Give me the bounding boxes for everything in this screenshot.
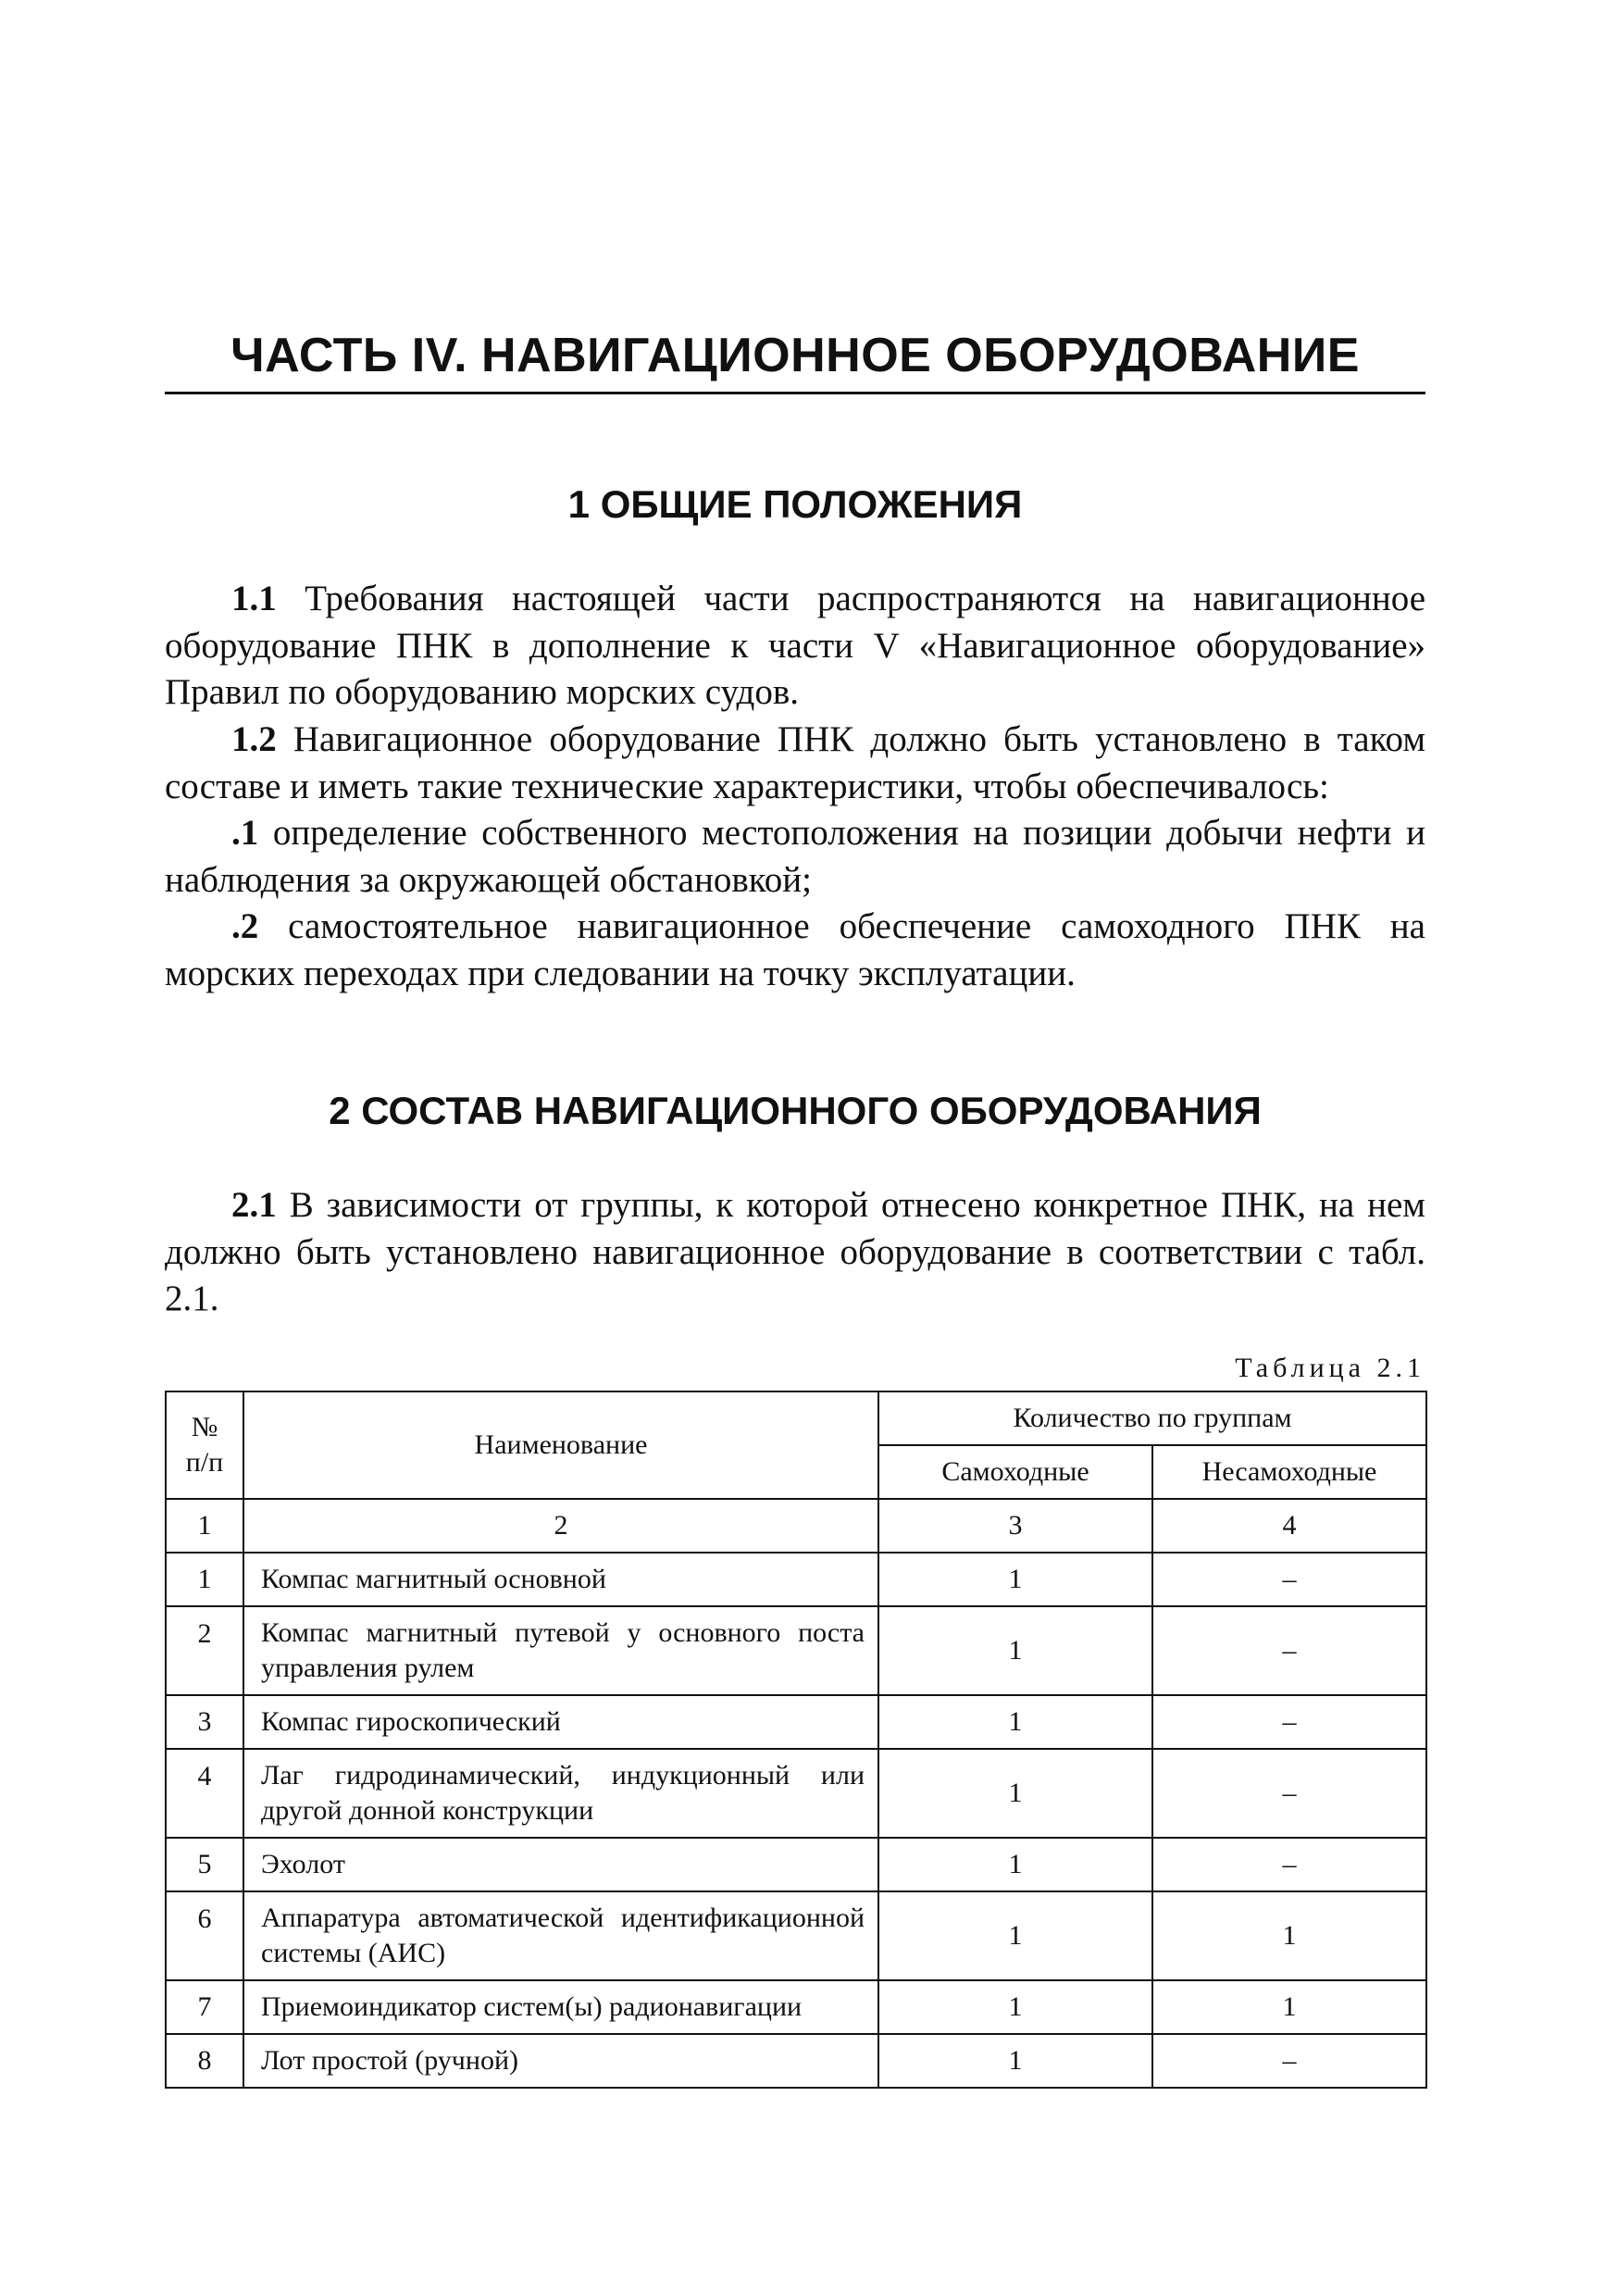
self-propelled-qty: 1	[878, 1980, 1152, 2034]
paragraph-number: 2.1	[231, 1185, 277, 1225]
header-groups: Количество по группам	[878, 1391, 1426, 1445]
self-propelled-qty: 1	[878, 1606, 1152, 1695]
non-self-propelled-qty: 1	[1152, 1980, 1426, 2034]
header-self-propelled: Самоходные	[878, 1445, 1152, 1499]
paragraph-2-1	[165, 1182, 1425, 1323]
table-row	[166, 1695, 1426, 1749]
non-self-propelled-qty: –	[1152, 1838, 1426, 1891]
column-number: 3	[878, 1499, 1152, 1553]
non-self-propelled-qty: –	[1152, 2034, 1426, 2088]
self-propelled-qty: 1	[878, 1749, 1152, 1838]
column-number: 4	[1152, 1499, 1426, 1553]
table-row	[166, 1553, 1426, 1606]
table-row	[166, 1980, 1426, 2034]
equipment-table	[165, 1391, 1427, 2089]
header-name: Наименование	[243, 1391, 878, 1499]
section-2-heading: 2 СОСТАВ НАВИГАЦИОННОГО ОБОРУДОВАНИЯ	[329, 1089, 1262, 1132]
table-caption: Таблица 2.1	[1235, 1353, 1425, 1383]
page-title: ЧАСТЬ IV. НАВИГАЦИОННОЕ ОБОРУДОВАНИЕ	[230, 329, 1360, 382]
row-number: 6	[166, 1891, 243, 1980]
item-text: самостоятельное навигационное обеспечение самоходного ПНК на морских переходах при следовании на точку эксплуатации.	[165, 906, 1425, 993]
equipment-name: Лот простой (ручной)	[243, 2034, 878, 2088]
paragraph-text: Навигационное оборудование ПНК должно быть установлено в таком составе и иметь такие технические характеристики, чтобы обеспечивалось:	[165, 719, 1425, 806]
title-underline	[165, 392, 1425, 394]
paragraph-number: 1.2	[231, 719, 277, 759]
non-self-propelled-qty: –	[1152, 1749, 1426, 1838]
row-number: 7	[166, 1980, 243, 2034]
self-propelled-qty: 1	[878, 1553, 1152, 1606]
paragraph-1-2	[165, 717, 1425, 810]
non-self-propelled-qty: 1	[1152, 1891, 1426, 1980]
equipment-name: Аппаратура автоматической идентификационной системы (АИС)	[243, 1891, 878, 1980]
column-number: 1	[166, 1499, 243, 1553]
row-number: 1	[166, 1553, 243, 1606]
non-self-propelled-qty: –	[1152, 1606, 1426, 1695]
paragraph-number: 1.1	[231, 579, 277, 618]
section-1-heading: 1 ОБЩИЕ ПОЛОЖЕНИЯ	[567, 482, 1023, 526]
non-self-propelled-qty: –	[1152, 1553, 1426, 1606]
item-number: .1	[231, 813, 259, 853]
row-number: 8	[166, 2034, 243, 2088]
equipment-name: Лаг гидродинамический, индукционный или другой донной конструкции	[243, 1749, 878, 1838]
paragraph-text: В зависимости от группы, к которой отнесено конкретное ПНК, на нем должно быть установлено навигационное оборудование в соответствии с табл. 2.1.	[165, 1185, 1425, 1318]
header-non-self-propelled: Несамоходные	[1152, 1445, 1426, 1499]
table-row	[166, 2034, 1426, 2088]
list-item-2	[165, 904, 1425, 997]
item-number: .2	[231, 906, 259, 946]
equipment-name: Эхолот	[243, 1838, 878, 1891]
paragraph-text: Требования настоящей части распространяются на навигационное оборудование ПНК в дополнение к части V «Навигационное оборудование» Правил по оборудованию морских судов.	[165, 579, 1425, 712]
equipment-name: Приемоиндикатор систем(ы) радионавигации	[243, 1980, 878, 2034]
table-row	[166, 1606, 1426, 1695]
self-propelled-qty: 1	[878, 1891, 1152, 1980]
equipment-name: Компас магнитный основной	[243, 1553, 878, 1606]
self-propelled-qty: 1	[878, 1838, 1152, 1891]
equipment-name: Компас гироскопический	[243, 1695, 878, 1749]
table-row	[166, 1891, 1426, 1980]
row-number: 2	[166, 1606, 243, 1695]
self-propelled-qty: 1	[878, 1695, 1152, 1749]
table-row	[166, 1749, 1426, 1838]
list-item-1	[165, 810, 1425, 904]
paragraph-1-1	[165, 576, 1425, 717]
column-number: 2	[243, 1499, 878, 1553]
header-no: № п/п	[166, 1391, 243, 1499]
row-number: 3	[166, 1695, 243, 1749]
column-number-row	[166, 1499, 1426, 1553]
self-propelled-qty: 1	[878, 2034, 1152, 2088]
equipment-name: Компас магнитный путевой у основного поста управления рулем	[243, 1606, 878, 1695]
non-self-propelled-qty: –	[1152, 1695, 1426, 1749]
header-row	[166, 1391, 1426, 1445]
row-number: 5	[166, 1838, 243, 1891]
item-text: определение собственного местоположения на позиции добычи нефти и наблюдения за окружающей обстановкой;	[165, 813, 1425, 900]
row-number: 4	[166, 1749, 243, 1838]
table-row	[166, 1838, 1426, 1891]
